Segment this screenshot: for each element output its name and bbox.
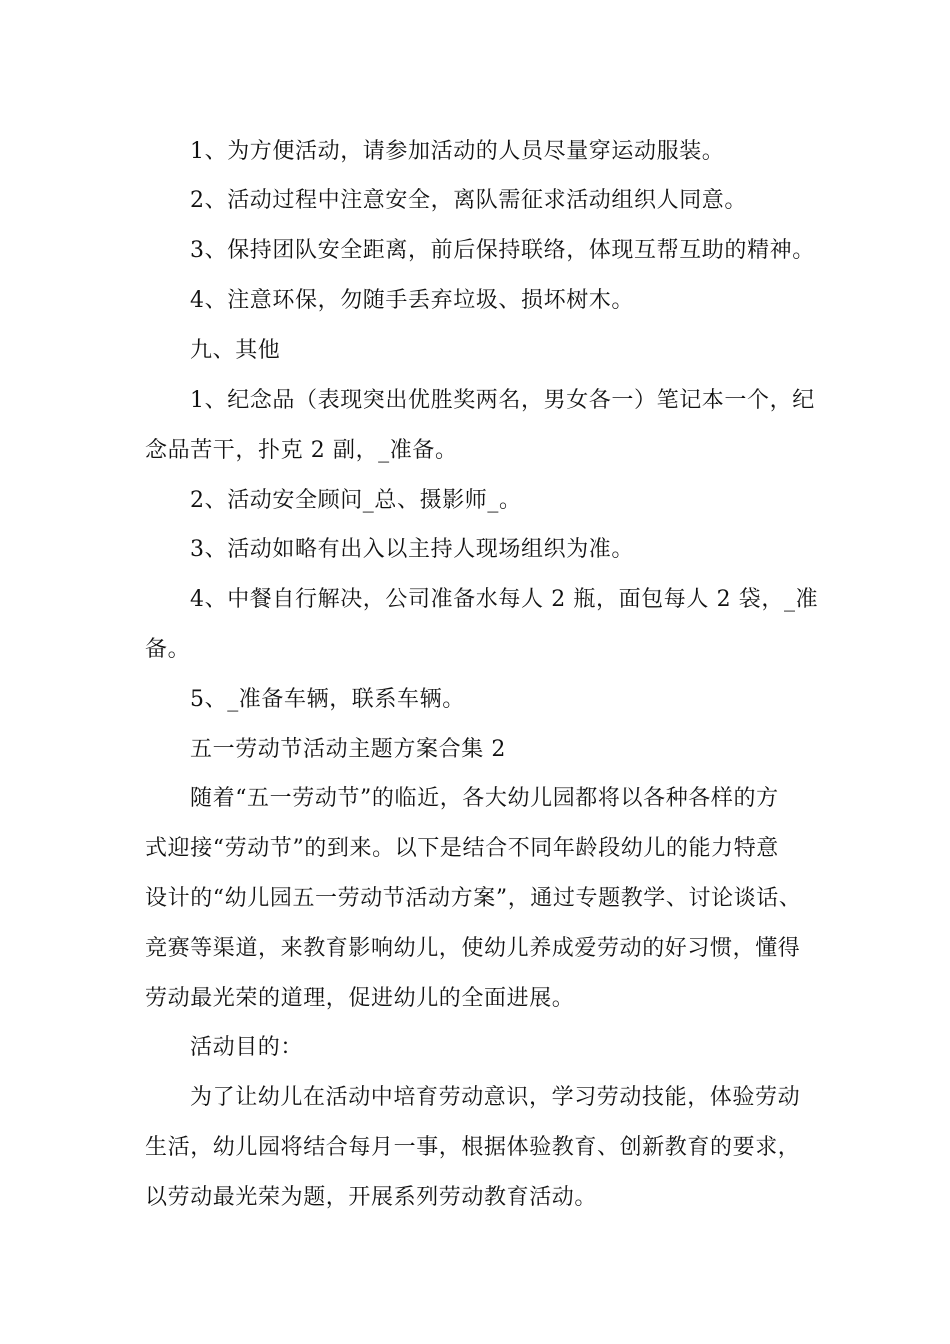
paragraph-line: 为了让幼儿在活动中培育劳动意识，学习劳动技能，体验劳动: [190, 1085, 801, 1110]
paragraph-line: 备。: [145, 637, 191, 662]
paragraph-line: 式迎接“劳动节”的到来。以下是结合不同年龄段幼儿的能力特意: [145, 836, 779, 861]
paragraph-line: 4、注意环保，勿随手丢弃垃圾、损坏树木。: [190, 288, 634, 313]
section-title: 五一劳动节活动主题方案合集 2: [190, 737, 506, 762]
paragraph-line: 念品苦干，扑克 2 副，_准备。: [145, 438, 458, 463]
paragraph-line: 劳动最光荣的道理，促进幼儿的全面进展。: [145, 986, 575, 1011]
paragraph-line: 4、中餐自行解决，公司准备水每人 2 瓶，面包每人 2 袋，_准: [190, 587, 819, 612]
paragraph-line: 3、活动如略有出入以主持人现场组织为准。: [190, 537, 634, 562]
paragraph-line: 生活，幼儿园将结合每月一事，根据体验教育、创新教育的要求，: [145, 1135, 801, 1160]
paragraph-line: 3、保持团队安全距离，前后保持联络，体现互帮互助的精神。: [190, 238, 815, 263]
paragraph-line: 1、为方便活动，请参加活动的人员尽量穿运动服装。: [190, 139, 725, 164]
paragraph-line: 以劳动最光荣为题，开展系列劳动教育活动。: [145, 1185, 598, 1210]
paragraph-line: 随着“五一劳动节”的临近，各大幼儿园都将以各种各样的方: [190, 786, 779, 811]
section-heading: 活动目的：: [190, 1035, 304, 1060]
paragraph-line: 1、纪念品（表现突出优胜奖两名，男女各一）笔记本一个，纪: [190, 388, 815, 413]
paragraph-line: 2、活动过程中注意安全，离队需征求活动组织人同意。: [190, 188, 747, 213]
paragraph-line: 2、活动安全顾问_总、摄影师_。: [190, 488, 522, 513]
paragraph-line: 竞赛等渠道，来教育影响幼儿，使幼儿养成爱劳动的好习惯，懂得: [145, 936, 801, 961]
paragraph-line: 设计的“幼儿园五一劳动节活动方案”，通过专题教学、讨论谈话、: [145, 886, 802, 911]
paragraph-line: 5、_准备车辆，联系车辆。: [190, 687, 465, 712]
section-heading: 九、其他: [190, 338, 281, 363]
